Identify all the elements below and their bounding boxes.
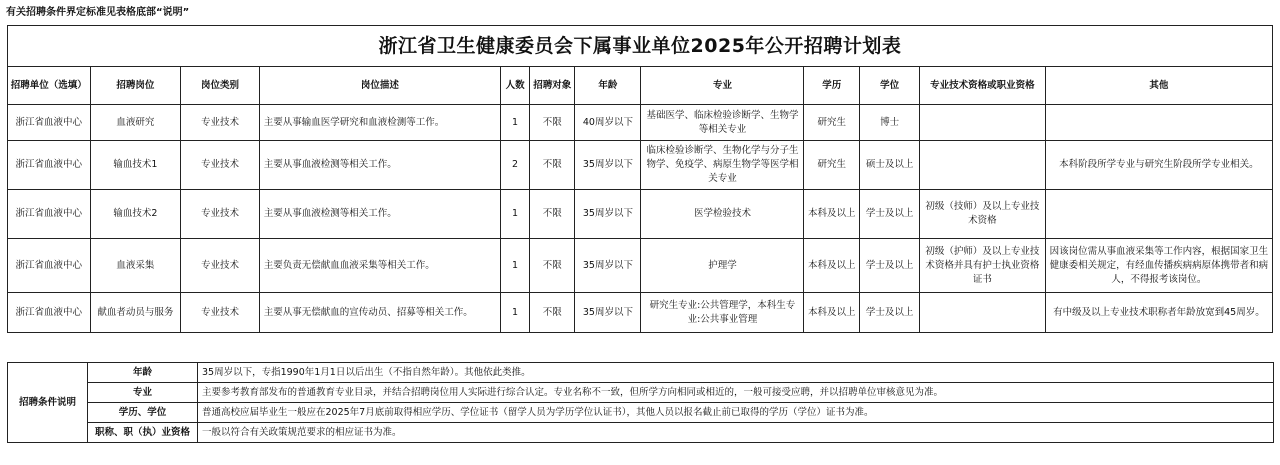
- cell-major: 医学检验技术: [641, 190, 804, 239]
- top-note: 有关招聘条件界定标准见表格底部“说明”: [6, 7, 190, 18]
- cell-target: 不限: [530, 293, 575, 333]
- cell-target: 不限: [530, 239, 575, 293]
- header-cell: 年龄: [575, 67, 641, 105]
- notes-table: [7, 362, 1274, 443]
- cell-count: 1: [501, 293, 530, 333]
- cell-degree: 博士: [860, 105, 920, 141]
- cell-unit: 浙江省血液中心: [8, 190, 91, 239]
- table-row: [8, 293, 1273, 333]
- header-cell: 招聘单位（选填）: [8, 67, 91, 105]
- cell-post: 输血技术1: [90, 141, 181, 190]
- note-value: 主要参考教育部发布的普通教育专业目录，并结合招聘岗位用人实际进行综合认定。专业名称不一致，但所学方向相同或相近的，一般可接受应聘，并以招聘单位审核意见为准。: [198, 383, 1274, 403]
- header-cell: 学位: [860, 67, 920, 105]
- cell-desc: 主要从事输血医学研究和血液检测等工作。: [259, 105, 500, 141]
- cell-edu: 研究生: [804, 105, 860, 141]
- cell-post: 输血技术2: [90, 190, 181, 239]
- cell-count: 2: [501, 141, 530, 190]
- cell-qual: 初级（技师）及以上专业技术资格: [919, 190, 1045, 239]
- cell-qual: [919, 293, 1045, 333]
- table-row: [8, 190, 1273, 239]
- note-key: 职称、职（执）业资格: [88, 423, 198, 443]
- cell-major: 基础医学、临床检验诊断学、生物学等相关专业: [641, 105, 804, 141]
- header-cell: 专业: [641, 67, 804, 105]
- cell-category: 专业技术: [181, 239, 259, 293]
- cell-degree: 学士及以上: [860, 293, 920, 333]
- cell-degree: 学士及以上: [860, 190, 920, 239]
- cell-category: 专业技术: [181, 141, 259, 190]
- cell-unit: 浙江省血液中心: [8, 105, 91, 141]
- header-cell: 招聘岗位: [90, 67, 181, 105]
- cell-other: 因该岗位需从事血液采集等工作内容，根据国家卫生健康委相关规定，有经血传播疾病病原体携带者和病人，不得报考该岗位。: [1045, 239, 1272, 293]
- header-cell: 学历: [804, 67, 860, 105]
- table-row: [8, 141, 1273, 190]
- cell-other: [1045, 190, 1272, 239]
- header-cell: 专业技术资格或职业资格: [919, 67, 1045, 105]
- cell-desc: 主要从事无偿献血的宣传动员、招募等相关工作。: [259, 293, 500, 333]
- note-key: 专业: [88, 383, 198, 403]
- header-cell: 岗位类别: [181, 67, 259, 105]
- cell-desc: 主要负责无偿献血血液采集等相关工作。: [259, 239, 500, 293]
- table-row: [8, 105, 1273, 141]
- notes-category-label: 招聘条件说明: [8, 363, 88, 443]
- cell-desc: 主要从事血液检测等相关工作。: [259, 190, 500, 239]
- cell-count: 1: [501, 105, 530, 141]
- cell-count: 1: [501, 239, 530, 293]
- cell-post: 献血者动员与服务: [90, 293, 181, 333]
- cell-edu: 本科及以上: [804, 190, 860, 239]
- cell-degree: 硕士及以上: [860, 141, 920, 190]
- page-title: 浙江省卫生健康委员会下属事业单位2025年公开招聘计划表: [8, 26, 1273, 67]
- header-cell: 岗位描述: [259, 67, 500, 105]
- cell-edu: 本科及以上: [804, 293, 860, 333]
- table-row: [8, 239, 1273, 293]
- cell-post: 血液研究: [90, 105, 181, 141]
- cell-desc: 主要从事血液检测等相关工作。: [259, 141, 500, 190]
- cell-target: 不限: [530, 141, 575, 190]
- cell-category: 专业技术: [181, 293, 259, 333]
- cell-age: 35周岁以下: [575, 293, 641, 333]
- cell-target: 不限: [530, 105, 575, 141]
- note-value: 35周岁以下，专指1990年1月1日以后出生（不指自然年龄）。其他依此类推。: [198, 363, 1274, 383]
- cell-unit: 浙江省血液中心: [8, 239, 91, 293]
- cell-count: 1: [501, 190, 530, 239]
- header-cell: 人数: [501, 67, 530, 105]
- cell-age: 35周岁以下: [575, 239, 641, 293]
- cell-unit: 浙江省血液中心: [8, 293, 91, 333]
- cell-age: 40周岁以下: [575, 105, 641, 141]
- cell-qual: [919, 141, 1045, 190]
- cell-other: 本科阶段所学专业与研究生阶段所学专业相关。: [1045, 141, 1272, 190]
- cell-qual: [919, 105, 1045, 141]
- cell-unit: 浙江省血液中心: [8, 141, 91, 190]
- cell-category: 专业技术: [181, 190, 259, 239]
- recruitment-plan-table: [7, 25, 1273, 333]
- cell-major: 研究生专业:公共管理学，本科生专业:公共事业管理: [641, 293, 804, 333]
- cell-category: 专业技术: [181, 105, 259, 141]
- cell-age: 35周岁以下: [575, 190, 641, 239]
- cell-edu: 本科及以上: [804, 239, 860, 293]
- note-value: 普通高校应届毕业生一般应在2025年7月底前取得相应学历、学位证书（留学人员为学历学位认证书），其他人员以报名截止前已取得的学历（学位）证书为准。: [198, 403, 1274, 423]
- cell-age: 35周岁以下: [575, 141, 641, 190]
- cell-other: [1045, 105, 1272, 141]
- cell-target: 不限: [530, 190, 575, 239]
- header-cell: 招聘对象: [530, 67, 575, 105]
- note-key: 学历、学位: [88, 403, 198, 423]
- cell-qual: 初级（护师）及以上专业技术资格并具有护士执业资格证书: [919, 239, 1045, 293]
- cell-other: 有中级及以上专业技术职称者年龄放宽到45周岁。: [1045, 293, 1272, 333]
- cell-edu: 研究生: [804, 141, 860, 190]
- cell-post: 血液采集: [90, 239, 181, 293]
- cell-major: 临床检验诊断学、生物化学与分子生物学、免疫学、病原生物学等医学相关专业: [641, 141, 804, 190]
- cell-major: 护理学: [641, 239, 804, 293]
- note-key: 年龄: [88, 363, 198, 383]
- cell-degree: 学士及以上: [860, 239, 920, 293]
- header-cell: 其他: [1045, 67, 1272, 105]
- note-value: 一般以符合有关政策规范要求的相应证书为准。: [198, 423, 1274, 443]
- header-row: [8, 67, 1273, 105]
